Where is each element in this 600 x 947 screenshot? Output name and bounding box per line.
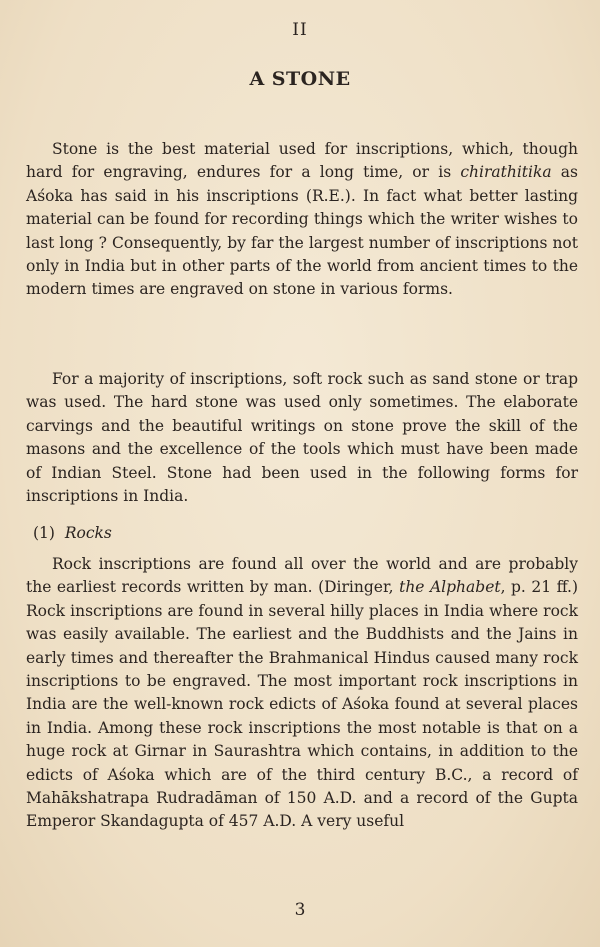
paragraph-1-text-c: as Aśoka has said in his inscriptions (R.E.). In fact what better lasting material can be found for recording things which the writer wishes to last long ? Consequently, by far the largest number of inscriptions not only in India but in other parts of the world from ancient times to the modern times are engraved on stone in various forms.	[26, 163, 578, 299]
section-title: Rocks	[64, 524, 112, 542]
paragraph-3-text-c: , p. 21 ff.) Rock inscriptions are found in several hilly places in India where rock was easily available. The earliest and the Buddhists and the Jains in early times and thereafter the Brahmanical Hindus caused many rock inscriptions to be engraved. The most important rock inscriptions in India are the well-known rock edicts of Aśoka found at several places in India. Among these rock inscriptions the most notable is that on a huge rock at Girnar in Saurashtra which contains, in addition to the edicts of Aśoka which are of the third century B.C., a record of Mahākshatrapa Rudradāman of 150 A.D. and a record of the Gupta Emperor Skandagupta of 457 A.D. A very useful	[26, 578, 578, 831]
section-number: (1)	[33, 524, 55, 542]
chapter-title: A STONE	[249, 68, 351, 90]
paragraph-1-italic-term: chirathitika	[460, 163, 552, 182]
paragraph-1-text-a: Stone is the best material used for inscriptions, which, though hard for engraving, endures for a long time, or is	[26, 140, 578, 182]
paragraph-2-text: For a majority of inscriptions, soft rock such as sand stone or trap was used. The hard stone was used only sometimes. The elaborate carvings and the beautiful writings on stone prove the skill of the masons and the excellence of the tools which must have been made of Indian Steel. Stone had been used in the following forms for inscriptions in India.	[26, 370, 578, 506]
paragraph-1	[26, 138, 578, 302]
section-heading	[33, 524, 112, 542]
chapter-number: II	[292, 20, 308, 40]
paragraph-2	[26, 368, 578, 508]
paragraph-3-text-a: Rock inscriptions are found all over the world and are probably the earliest records written by man. (Diringer,	[26, 555, 578, 597]
paragraph-3	[26, 553, 578, 834]
page-number: 3	[294, 900, 306, 920]
paragraph-3-italic-title: the Alphabet	[399, 578, 501, 597]
